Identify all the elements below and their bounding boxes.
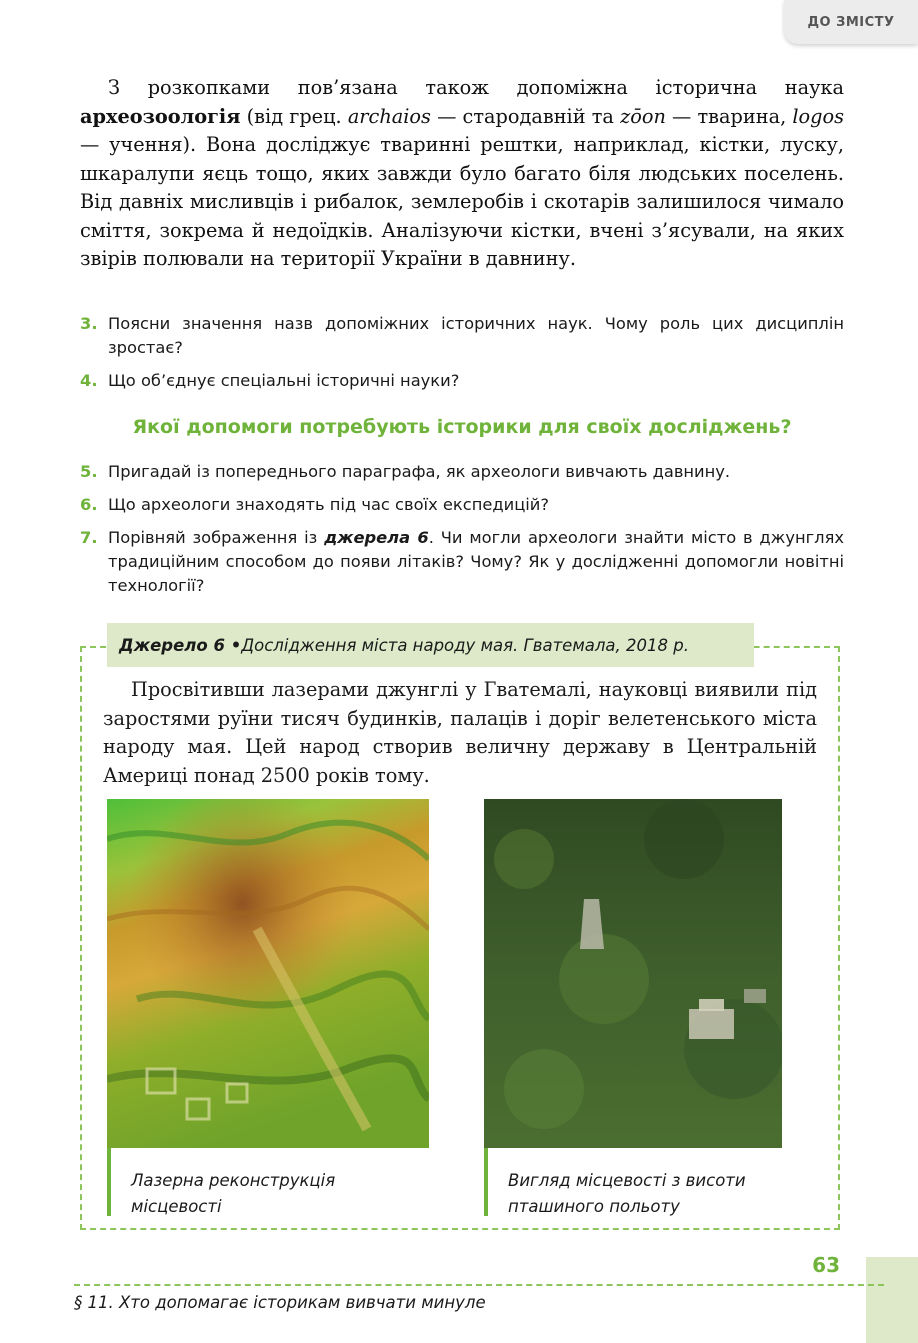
- question-item: [80, 369, 844, 393]
- question-number: 3.: [80, 314, 98, 333]
- term-archaeozoology: археозоологія: [80, 104, 241, 128]
- question-number: 7.: [80, 528, 98, 547]
- question-item: [80, 460, 844, 484]
- question-text: Що об’єднує спеціальні історичні науки?: [108, 371, 460, 390]
- page-number: 63: [812, 1253, 840, 1277]
- lidar-reconstruction-image: [107, 799, 429, 1148]
- source-reference[interactable]: джерела 6: [324, 528, 429, 547]
- question-list-a: [80, 312, 844, 393]
- section-heading: Якої допомоги потребують історики для своїх досліджень?: [132, 416, 792, 438]
- question-item: [80, 493, 844, 517]
- question-number: 5.: [80, 462, 98, 481]
- question-text: Пригадай із попереднього параграфа, як археологи вивчають давнину.: [108, 462, 731, 481]
- question-item: [80, 312, 844, 360]
- question-list-b: [80, 460, 844, 598]
- page-tab: [866, 1257, 918, 1343]
- toc-button[interactable]: ДО ЗМІСТУ: [784, 0, 918, 44]
- footer-divider: [74, 1284, 884, 1286]
- source-text: Просвітивши лазерами джунглі у Гватемалі, науковці виявили під заростями руїни тисяч будинків, палаців і доріг велетенського міста народу мая. Цей народ створив величну державу в Центральній Америці понад 2500 років тому.: [103, 678, 817, 787]
- source-label: Джерело 6 • Дослідження міста народу мая. Гватемала, 2018 р.: [107, 623, 754, 667]
- footer-chapter-title: § 11. Хто допомагає історикам вивчати минуле: [74, 1293, 486, 1312]
- caption-lidar: Лазерна реконструкція місцевості: [107, 1148, 407, 1220]
- caption-aerial: Вигляд місцевості з висоти пташиного польоту: [484, 1148, 794, 1220]
- question-text: Порівняй зображення із джерела 6. Чи могли археологи знайти місто в джунглях традиційним способом до появи літаків? Чому? Як у дослідженні допомогли новітні технології?: [108, 528, 845, 595]
- question-number: 4.: [80, 371, 98, 390]
- aerial-jungle-image: [484, 799, 782, 1148]
- question-number: 6.: [80, 495, 98, 514]
- question-text: Що археологи знаходять під час своїх експедицій?: [108, 495, 550, 514]
- question-item: [80, 526, 844, 598]
- question-text: Поясни значення назв допоміжних історичних наук. Чому роль цих дисциплін зростає?: [108, 314, 844, 357]
- intro-paragraph: З розкопками пов’язана також допоміжна історична наука археозоологія (від грец. archaios — стародавній та zōon — тварина, logos — учення). Вона досліджує тваринні рештки, наприклад, кістки, луску, шкаралупи яєць тощо, яких завжди було багато біля людських поселень. Від давніх мисливців і рибалок, землеробів і скотарів залишилося чимало сміття, зокрема й недоїдків. Аналізуючи кістки, вчені з’ясували, на яких звірів полювали на території України в давнину.: [80, 76, 844, 270]
